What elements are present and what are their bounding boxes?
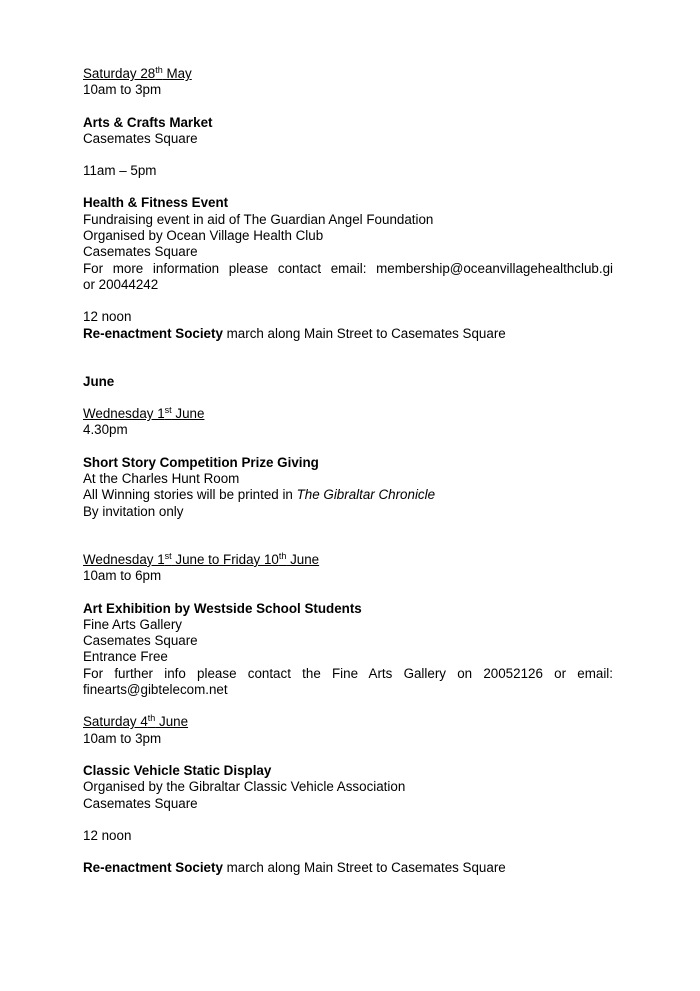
event-detail: All Winning stories will be printed in The Gibraltar Chronicle xyxy=(83,487,436,503)
event-title: Classic Vehicle Static Display xyxy=(83,762,272,778)
event-time: 10am to 3pm xyxy=(83,82,162,98)
event-detail: At the Charles Hunt Room xyxy=(83,471,240,487)
event-date: Saturday 4th June xyxy=(83,713,189,730)
event-title: Health & Fitness Event xyxy=(83,195,229,211)
event-title: Arts & Crafts Market xyxy=(83,114,213,130)
event-title: Art Exhibition by Westside School Students xyxy=(83,600,362,616)
event-detail: Fundraising event in aid of The Guardian Angel Foundation xyxy=(83,211,434,227)
event-time: 10am to 6pm xyxy=(83,568,162,584)
event-time: 12 noon xyxy=(83,827,132,843)
event-title: Re-enactment Society xyxy=(83,325,223,341)
event-detail: Fine Arts Gallery xyxy=(83,616,182,632)
event-detail: By invitation only xyxy=(83,503,184,519)
event-location: Casemates Square xyxy=(83,244,198,260)
event-location: Casemates Square xyxy=(83,795,198,811)
event-detail: Entrance Free xyxy=(83,649,168,665)
event-contact-phone: or 20044242 xyxy=(83,276,159,292)
document-page xyxy=(83,66,613,876)
event-title: Short Story Competition Prize Giving xyxy=(83,454,319,470)
event-time: 11am – 5pm xyxy=(83,163,157,179)
event-date: Wednesday 1st June to Friday 10th June xyxy=(83,550,320,567)
event-summary: Re-enactment Society march along Main Street to Casemates Square xyxy=(83,860,506,876)
event-date: Wednesday 1st June xyxy=(83,405,205,422)
event-detail: Organised by Ocean Village Health Club xyxy=(83,228,324,244)
event-contact: For further info please contact the Fine Arts Gallery on 20052126 or email: xyxy=(83,665,613,681)
event-title: Re-enactment Society xyxy=(83,860,223,876)
event-summary: Re-enactment Society march along Main Street to Casemates Square xyxy=(83,325,506,341)
event-contact-email: finearts@gibtelecom.net xyxy=(83,682,228,698)
event-location: Casemates Square xyxy=(83,130,198,146)
month-heading: June xyxy=(83,373,115,389)
event-time: 12 noon xyxy=(83,309,132,325)
event-contact: For more information please contact email: membership@oceanvillagehealthclub.gi xyxy=(83,260,613,276)
event-detail: Organised by the Gibraltar Classic Vehicle Association xyxy=(83,779,406,795)
event-time: 4.30pm xyxy=(83,422,128,438)
publication-name: The Gibraltar Chronicle xyxy=(296,487,436,503)
event-date: Saturday 28th May xyxy=(83,65,192,81)
event-time: 10am to 3pm xyxy=(83,730,162,746)
event-location: Casemates Square xyxy=(83,633,198,649)
